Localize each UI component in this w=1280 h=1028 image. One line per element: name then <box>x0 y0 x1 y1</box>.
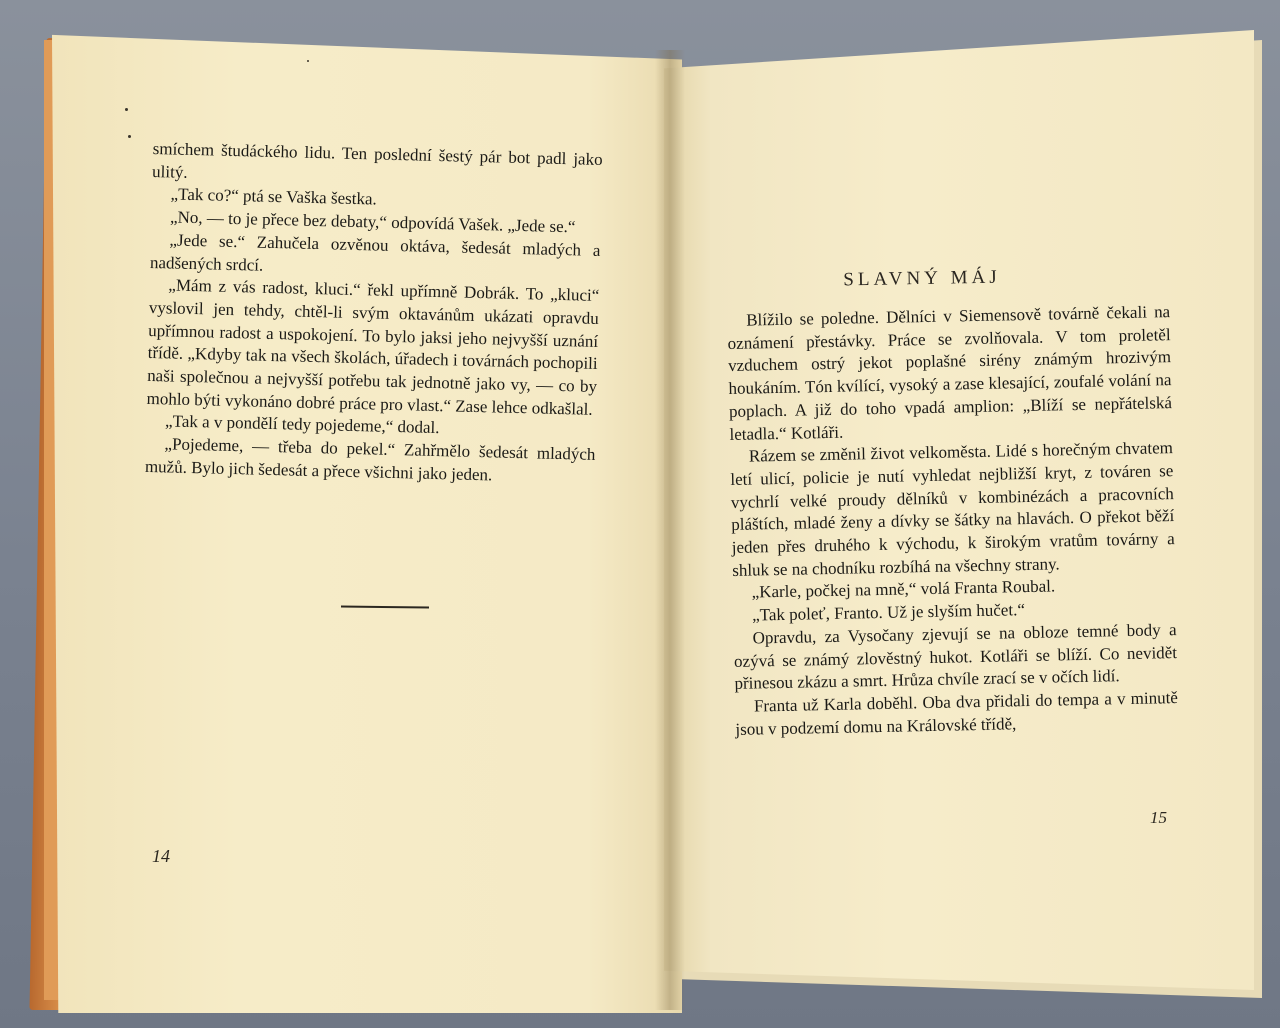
chapter-title: SLAVNÝ MÁJ <box>843 266 1001 291</box>
paragraph: „Tak co?“ ptá se Vaška šestka. <box>170 184 378 209</box>
right-page-text <box>727 301 1179 741</box>
paragraph: „Pojedeme, — třeba do pekel.“ Zahřmělo šedesát mladých mužů. Bylo jich šedesát a přece všichni jako jeden. <box>144 434 596 485</box>
paragraph: „Jede se.“ Zahučela ozvěnou oktáva, šedesát mladých a nadšených srdcí. <box>149 230 601 275</box>
paper-speck <box>307 60 309 62</box>
paper-speck <box>125 108 128 111</box>
book-gutter <box>655 50 685 1010</box>
page-number-right: 15 <box>1150 808 1167 827</box>
paragraph: smíchem študáckého lidu. Ten poslední šestý pár bot padl jako ulitý. <box>151 138 603 182</box>
paragraph: „Tak poleť, Franto. Už je slyším hučet.“ <box>751 600 1026 625</box>
left-page-text <box>145 138 603 489</box>
paper-speck <box>128 135 131 138</box>
paragraph: „No, — to je přece bez debaty,“ odpovídá Vašek. „Jede se.“ <box>169 207 576 237</box>
paragraph: Franta už Karla doběhl. Oba dva přidali do tempa a v minutě jsou v podzemí domu na Královské třídě, <box>735 687 1179 739</box>
paragraph: „Mám z vás radost, kluci.“ řekl upřímně Dobrák. To „kluci“ vyslovil jen tehdy, chtěl-li svým oktavánům ukázati opravdu upřímnou radost a uspokojení. To bylo jaksi jeho nejvyšší uznání třídě. „Kdyby tak na všech školách, úřadech i továrnách pochopili naši společnou a nejvyšší potřebu tak jednotně jako vy, — co by mohlo býti vykonáno dobré práce pro vlast.“ Zase lehce odkašlal. <box>146 275 600 419</box>
paragraph: „Tak a v pondělí tedy pojedeme,“ dodal. <box>164 411 440 438</box>
page-number-left: 14 <box>152 846 170 866</box>
paragraph: Opravdu, za Vysočany zjevují se na obloze temné body a ozývá se známý zlověstný hukot. Kotláři se blíží. Co nevidět přinesou zkázu a smrt. Hrůza chvíle zrací se v očích lidí. <box>733 619 1178 694</box>
paragraph: Blížilo se poledne. Dělníci v Siemensově továrně čekali na oznámení přestávky. Práce se zvolňovala. V tom proletěl vzduchem ostrý jekot poplašné sirény známým hrozivým houkáním. Tón kvílící, vysoký a zase klesající, zoufalé volání na poplach. A již do toho vpadá amplion: „Blíží se nepřátelská letadla.“ Kotláři. <box>727 302 1173 444</box>
paragraph: „Karle, počkej na mně,“ volá Franta Roubal. <box>751 576 1056 602</box>
paragraph: Rázem se změnil život velkoměsta. Lidé s horečným chvatem letí ulicí, policie je nutí vyhledat nejbližší kryt, z továren se vychrlí velké proudy dělníků v kombinézách a pracovních pláštích, mladé ženy a dívky se šátky na hlavách. O překot běží jeden přes druhého k východu, k širokým vratům továrny a shluk se na chodníku rozbíhá na všechny strany. <box>730 438 1175 580</box>
